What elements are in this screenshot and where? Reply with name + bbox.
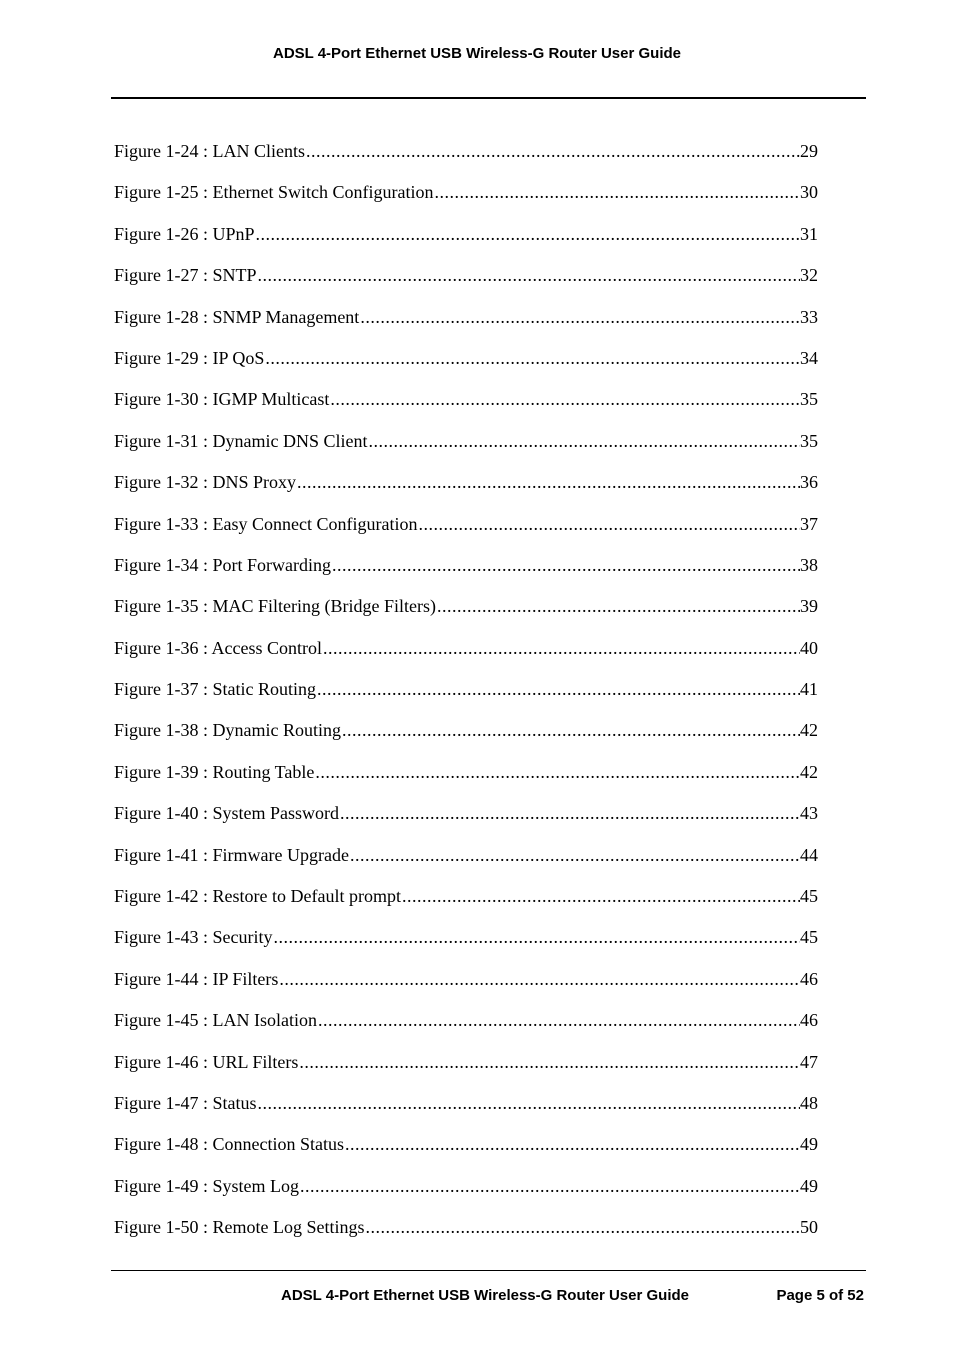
toc-entry-label: Figure 1-48 : Connection Status (114, 1134, 344, 1155)
toc-entry[interactable] (114, 224, 818, 265)
toc-entry-page-number: 30 (800, 182, 818, 203)
dot-leader (265, 348, 800, 369)
toc-entry-page-number: 35 (800, 389, 818, 410)
toc-entry-page-number: 44 (800, 844, 818, 865)
toc-entry-label: Figure 1-45 : LAN Isolation (114, 1010, 317, 1031)
toc-entry[interactable] (114, 638, 818, 679)
toc-entry-page-number: 45 (800, 927, 818, 948)
toc-entry[interactable] (114, 472, 818, 513)
toc-entry-label: Figure 1-42 : Restore to Default prompt (114, 886, 401, 907)
dot-leader (330, 389, 800, 410)
toc-entry-page-number: 49 (800, 1175, 818, 1196)
dot-leader (342, 720, 800, 741)
toc-entry-label: Figure 1-49 : System Log (114, 1175, 299, 1196)
toc-entry-label: Figure 1-25 : Ethernet Switch Configuration (114, 182, 434, 203)
toc-entry-page-number: 37 (800, 513, 818, 534)
toc-entry-page-number: 39 (800, 596, 818, 617)
toc-entry-page-number: 41 (800, 679, 818, 700)
toc-entry-label: Figure 1-37 : Static Routing (114, 679, 316, 700)
toc-entry-page-number: 47 (800, 1051, 818, 1072)
toc-entry-page-number: 33 (800, 306, 818, 327)
dot-leader (345, 1134, 800, 1155)
toc-entry-label: Figure 1-46 : URL Filters (114, 1051, 299, 1072)
toc-entry-label: Figure 1-41 : Firmware Upgrade (114, 844, 349, 865)
toc-entry-page-number: 32 (800, 265, 818, 286)
toc-entry-page-number: 36 (800, 472, 818, 493)
toc-entry-page-number: 42 (800, 761, 818, 782)
footer-guide-title: ADSL 4-Port Ethernet USB Wireless-G Router User Guide (281, 1287, 690, 1304)
toc-entry-label: Figure 1-38 : Dynamic Routing (114, 720, 341, 741)
toc-entry[interactable] (114, 265, 818, 306)
toc-entry[interactable] (114, 1176, 818, 1217)
dot-leader (318, 1010, 800, 1031)
toc-entry-label: Figure 1-39 : Routing Table (114, 761, 315, 782)
toc-entry-label: Figure 1-30 : IGMP Multicast (114, 389, 330, 410)
dot-leader (368, 431, 800, 452)
toc-entry[interactable] (114, 389, 818, 430)
header-divider (111, 97, 866, 99)
toc-entry-label: Figure 1-26 : UPnP (114, 223, 255, 244)
toc-entry-page-number: 45 (800, 886, 818, 907)
toc-entry-label: Figure 1-24 : LAN Clients (114, 141, 305, 161)
toc-entry-page-number: 50 (800, 1217, 818, 1238)
toc-entry-label: Figure 1-36 : Access Control (114, 637, 322, 658)
toc-entry-page-number: 46 (800, 968, 818, 989)
toc-entry-label: Figure 1-32 : DNS Proxy (114, 472, 297, 493)
toc-entry-page-number: 38 (800, 554, 818, 575)
toc-entry[interactable] (114, 1134, 818, 1175)
toc-entry[interactable] (114, 1217, 818, 1258)
toc-entry-label: Figure 1-44 : IP Filters (114, 968, 279, 989)
toc-entry-page-number: 43 (800, 803, 818, 824)
dot-leader (365, 1217, 800, 1238)
dot-leader (418, 514, 800, 535)
dot-leader (402, 886, 800, 907)
toc-entry-label: Figure 1-29 : IP QoS (114, 347, 265, 368)
dot-leader (340, 803, 800, 824)
toc-entry-page-number: 31 (800, 223, 818, 244)
toc-entry-page-number: 48 (800, 1092, 818, 1113)
toc-entry[interactable] (114, 307, 818, 348)
dot-leader (434, 182, 800, 203)
toc-entry[interactable] (114, 1093, 818, 1134)
dot-leader (350, 845, 800, 866)
table-of-figures (114, 141, 818, 1259)
toc-entry-page-number: 40 (800, 637, 818, 658)
toc-entry[interactable] (114, 348, 818, 389)
footer-page-number: Page 5 of 52 (776, 1287, 864, 1304)
toc-entry-label: Figure 1-43 : Security (114, 927, 273, 948)
dot-leader (299, 1052, 800, 1073)
dot-leader (258, 265, 800, 286)
toc-entry[interactable] (114, 886, 818, 927)
dot-leader (256, 224, 800, 245)
toc-entry[interactable] (114, 969, 818, 1010)
toc-entry-label: Figure 1-33 : Easy Connect Configuration (114, 513, 418, 534)
toc-entry-label: Figure 1-27 : SNTP (114, 265, 257, 286)
toc-entry-label: Figure 1-35 : MAC Filtering (Bridge Filters) (114, 596, 436, 617)
dot-leader (297, 472, 800, 493)
toc-entry-label: Figure 1-28 : SNMP Management (114, 306, 360, 327)
toc-entry-page-number: 34 (800, 347, 818, 368)
toc-entry-page-number: 42 (800, 720, 818, 741)
toc-entry[interactable] (114, 182, 818, 223)
dot-leader (315, 762, 800, 783)
dot-leader (437, 596, 800, 617)
toc-entry-label: Figure 1-34 : Port Forwarding (114, 554, 331, 575)
toc-entry-page-number: 35 (800, 430, 818, 451)
toc-entry[interactable] (114, 845, 818, 886)
toc-entry[interactable] (114, 720, 818, 761)
dot-leader (360, 307, 800, 328)
toc-entry[interactable] (114, 762, 818, 803)
dot-leader (306, 141, 800, 162)
dot-leader (258, 1093, 801, 1114)
toc-entry[interactable] (114, 596, 818, 637)
toc-entry[interactable] (114, 803, 818, 844)
toc-entry-label: Figure 1-31 : Dynamic DNS Client (114, 430, 368, 451)
toc-entry[interactable] (114, 555, 818, 596)
dot-leader (279, 969, 800, 990)
toc-entry-label: Figure 1-50 : Remote Log Settings (114, 1217, 365, 1238)
dot-leader (317, 679, 800, 700)
dot-leader (332, 555, 800, 576)
toc-entry[interactable] (114, 431, 818, 472)
toc-entry-page-number: 46 (800, 1010, 818, 1031)
toc-entry-label: Figure 1-47 : Status (114, 1092, 257, 1113)
toc-entry[interactable] (114, 1010, 818, 1051)
toc-entry[interactable] (114, 1052, 818, 1093)
toc-entry-page-number: 49 (800, 1134, 818, 1155)
page-header-title: ADSL 4-Port Ethernet USB Wireless-G Router User Guide (272, 45, 681, 62)
toc-entry-label: Figure 1-40 : System Password (114, 803, 339, 824)
toc-entry[interactable] (114, 679, 818, 720)
dot-leader (323, 638, 800, 659)
toc-entry[interactable] (114, 141, 818, 182)
toc-entry[interactable] (114, 927, 818, 968)
toc-entry-page-number: 29 (800, 141, 818, 161)
footer-divider (111, 1270, 866, 1271)
toc-entry[interactable] (114, 514, 818, 555)
dot-leader (273, 927, 800, 948)
dot-leader (300, 1176, 800, 1197)
